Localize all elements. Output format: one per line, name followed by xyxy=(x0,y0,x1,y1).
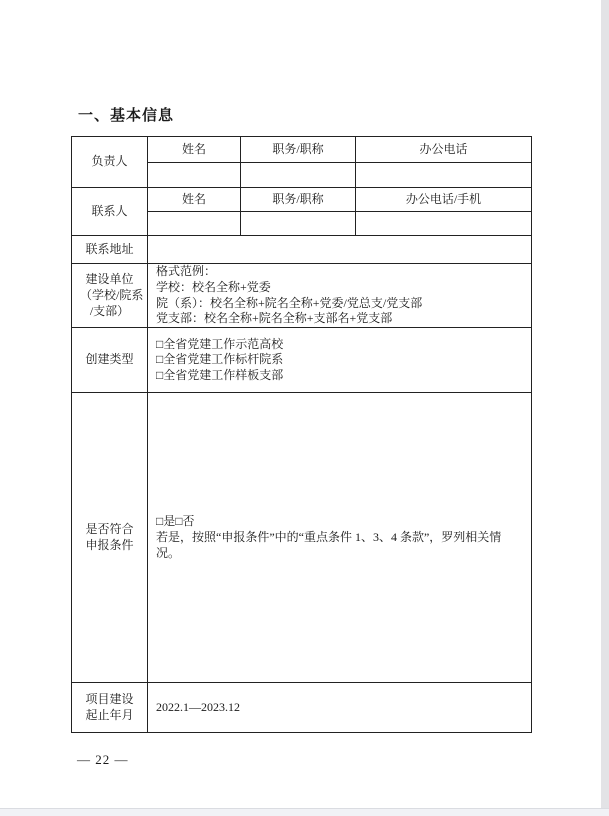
responsible-phone-cell xyxy=(356,163,532,188)
responsible-header-phone: 办公电话 xyxy=(356,137,532,163)
table-row xyxy=(72,236,532,264)
responsible-label: 负责人 xyxy=(72,137,148,188)
eligibility-instruction-text: 若是，按照“申报条件”中的“重点条件 1、3、4 条款”，罗列相关情况。 xyxy=(156,529,502,560)
unit-label-line1: 建设单位 xyxy=(85,271,134,286)
page-edge-bottom xyxy=(0,808,609,816)
unit-label xyxy=(72,264,148,328)
address-label: 联系地址 xyxy=(72,236,148,264)
contact-header-name: 姓名 xyxy=(148,188,241,212)
create-type-option-benchmark-department: □全省党建工作标杆院系 xyxy=(156,352,284,367)
responsible-header-title: 职务/职称 xyxy=(241,137,356,163)
unit-format-title: 格式范例： xyxy=(156,264,217,278)
unit-format-department: 院（系）：校名全称+院名全称+党委/党总支/党支部 xyxy=(156,295,423,310)
unit-format-branch: 党支部：校名全称+院名全称+支部名+党支部 xyxy=(156,311,393,326)
unit-label-line2: （学校/院系 xyxy=(80,287,144,302)
table-row xyxy=(72,137,532,163)
responsible-name-cell xyxy=(148,163,241,188)
table-row xyxy=(72,188,532,212)
duration-label xyxy=(72,683,148,733)
eligibility-value-cell xyxy=(148,393,532,683)
page-number: — 22 — xyxy=(77,752,129,767)
create-type-label: 创建类型 xyxy=(72,328,148,393)
basic-info-table xyxy=(71,136,532,733)
unit-value-cell xyxy=(148,264,532,328)
create-type-option-model-branch: □全省党建工作样板支部 xyxy=(156,368,284,383)
contact-name-cell xyxy=(148,212,241,236)
duration-label-line2: 起止年月 xyxy=(85,707,134,722)
table-row xyxy=(72,328,532,393)
table-row xyxy=(72,393,532,683)
section-heading: 一、基本信息 xyxy=(78,108,175,124)
page-edge-right xyxy=(601,0,609,816)
unit-label-line3: /支部） xyxy=(89,303,130,318)
responsible-header-name: 姓名 xyxy=(148,137,241,163)
address-value-cell xyxy=(148,236,532,264)
contact-label: 联系人 xyxy=(72,188,148,236)
create-type-option-demo-university: □全省党建工作示范高校 xyxy=(156,336,284,351)
contact-header-phone: 办公电话/手机 xyxy=(356,188,532,212)
responsible-title-cell xyxy=(241,163,356,188)
unit-format-school: 学校：校名全称+党委 xyxy=(156,279,271,294)
contact-header-title: 职务/职称 xyxy=(241,188,356,212)
duration-label-line1: 项目建设 xyxy=(85,691,134,706)
table-row xyxy=(72,264,532,328)
duration-value-cell: 2022.1—2023.12 xyxy=(148,683,532,733)
contact-title-cell xyxy=(241,212,356,236)
eligibility-label-line2: 申报条件 xyxy=(85,537,134,552)
eligibility-label xyxy=(72,393,148,683)
eligibility-yes-no-checkboxes: □是□否 xyxy=(156,514,195,529)
table-row xyxy=(72,683,532,733)
eligibility-label-line1: 是否符合 xyxy=(85,521,134,536)
create-type-value-cell xyxy=(148,328,532,393)
contact-phone-cell xyxy=(356,212,532,236)
